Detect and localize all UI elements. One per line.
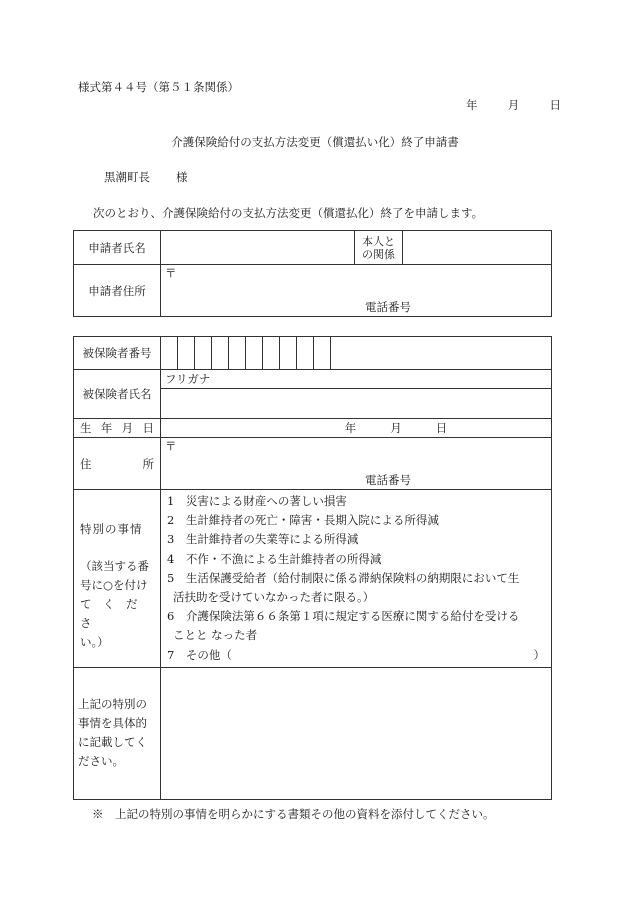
circumstances-note-line: い。） <box>80 635 109 649</box>
digit-box[interactable] <box>263 337 280 369</box>
address-label-char: 住 <box>80 456 92 471</box>
circumstance-item-6-cont: ことと なった者 <box>173 628 258 643</box>
application-date <box>466 97 561 113</box>
details-field[interactable] <box>161 667 552 799</box>
digit-box[interactable] <box>280 337 297 369</box>
insured-phone-label: 電話番号 <box>365 473 411 487</box>
circumstances-list <box>161 490 552 668</box>
dob-year-label: 年 <box>344 421 357 435</box>
digit-box[interactable] <box>195 337 212 369</box>
dob-field[interactable] <box>161 419 552 438</box>
applicant-phone-label: 電話番号 <box>365 300 411 314</box>
date-year-label: 年 <box>466 98 478 112</box>
address-label-char: 所 <box>142 456 154 471</box>
circumstances-note-line: 号に○を付け <box>80 578 148 592</box>
digit-box[interactable] <box>314 337 331 369</box>
furigana-label: フリガナ <box>165 372 211 386</box>
applicant-name-field[interactable] <box>161 231 355 265</box>
circumstance-item-4[interactable]: 4 不作・不漁による生計維持者の所得減 <box>167 551 382 566</box>
dob-month-label: 月 <box>390 421 402 435</box>
insured-address-label <box>74 438 161 490</box>
details-label-line: に記載してく <box>78 735 147 750</box>
digit-box[interactable] <box>229 337 246 369</box>
digit-box[interactable] <box>246 337 263 369</box>
details-label-line: ださい。 <box>78 754 124 769</box>
addressee-suffix: 様 <box>176 170 188 184</box>
circumstances-title: 特別の事情 <box>80 522 143 536</box>
circumstances-note-line: （該当する番 <box>80 559 149 573</box>
date-day-label: 日 <box>549 98 561 112</box>
dob-label-char: 年 <box>100 421 113 435</box>
relation-label <box>355 231 403 265</box>
insured-number-digit-boxes <box>161 337 551 369</box>
relation-label-line2: の関係 <box>362 247 395 261</box>
circumstance-item-6[interactable]: 6 介護保険法第６６条第１項に規定する医療に関する給付を受ける <box>167 609 520 624</box>
addressee <box>104 169 188 185</box>
insured-address-field[interactable] <box>161 438 552 490</box>
furigana-field[interactable] <box>161 370 552 389</box>
applicant-address-field[interactable] <box>161 265 552 317</box>
digit-box[interactable] <box>161 337 178 369</box>
circumstance-item-5[interactable]: 5 生活保護受給者（給付制限に係る滞納保険料の納期限において生 <box>167 570 520 585</box>
applicant-table <box>73 230 552 317</box>
dob-day-label: 日 <box>435 421 448 435</box>
digit-box[interactable] <box>178 337 195 369</box>
circumstances-note-line: て く だ さ <box>80 597 149 630</box>
details-label-line: 事情を具体的 <box>78 716 147 731</box>
circumstance-item-2[interactable]: 2 生計維持者の死亡・障害・長期入院による所得減 <box>167 513 439 528</box>
digit-box[interactable] <box>212 337 229 369</box>
details-label <box>74 667 161 799</box>
insured-name-field[interactable] <box>161 389 552 419</box>
insured-number-field[interactable] <box>161 337 552 370</box>
insured-postal-mark: 〒 <box>165 439 177 453</box>
intro-text: 次のとおり、介護保険給付の支払方法変更（償還払化）終了を申請します。 <box>93 206 484 220</box>
insured-number-label: 被保険者番号 <box>74 337 161 370</box>
footnote: ※ 上記の特別の事情を明らかにする書類その他の資料を添付してください。 <box>92 807 495 821</box>
circumstance-item-7-close: ） <box>533 647 545 662</box>
relation-field[interactable] <box>403 231 552 265</box>
dob-label-char: 月 <box>121 421 134 435</box>
insured-name-label: 被保険者氏名 <box>74 370 161 419</box>
document-title: 介護保険給付の支払方法変更（償還払い化）終了申請書 <box>171 135 459 149</box>
addressee-name: 黒潮町長 <box>104 170 150 184</box>
dob-label-char: 日 <box>142 421 154 435</box>
relation-label-line1: 本人と <box>362 234 395 248</box>
date-month-label: 月 <box>507 98 520 112</box>
circumstances-label <box>74 490 161 668</box>
applicant-postal-mark: 〒 <box>165 266 177 280</box>
dob-label-char: 生 <box>80 421 92 435</box>
details-label-line: 上記の特別の <box>78 697 147 712</box>
circumstance-item-1[interactable]: 1 災害による財産への著しい損害 <box>167 494 347 508</box>
dob-label <box>74 419 161 438</box>
digit-box[interactable] <box>297 337 314 369</box>
applicant-address-label: 申請者住所 <box>74 265 161 317</box>
circumstance-item-7[interactable]: 7 その他（ <box>167 647 232 662</box>
form-number: 様式第４４号（第５１条関係） <box>78 80 239 94</box>
circumstance-item-5-cont: 活扶助を受けていなかった者に限る。） <box>173 590 375 605</box>
insured-table <box>73 336 552 800</box>
applicant-name-label: 申請者氏名 <box>74 231 161 265</box>
circumstance-item-3[interactable]: 3 生計維持者の失業等による所得減 <box>167 532 359 547</box>
